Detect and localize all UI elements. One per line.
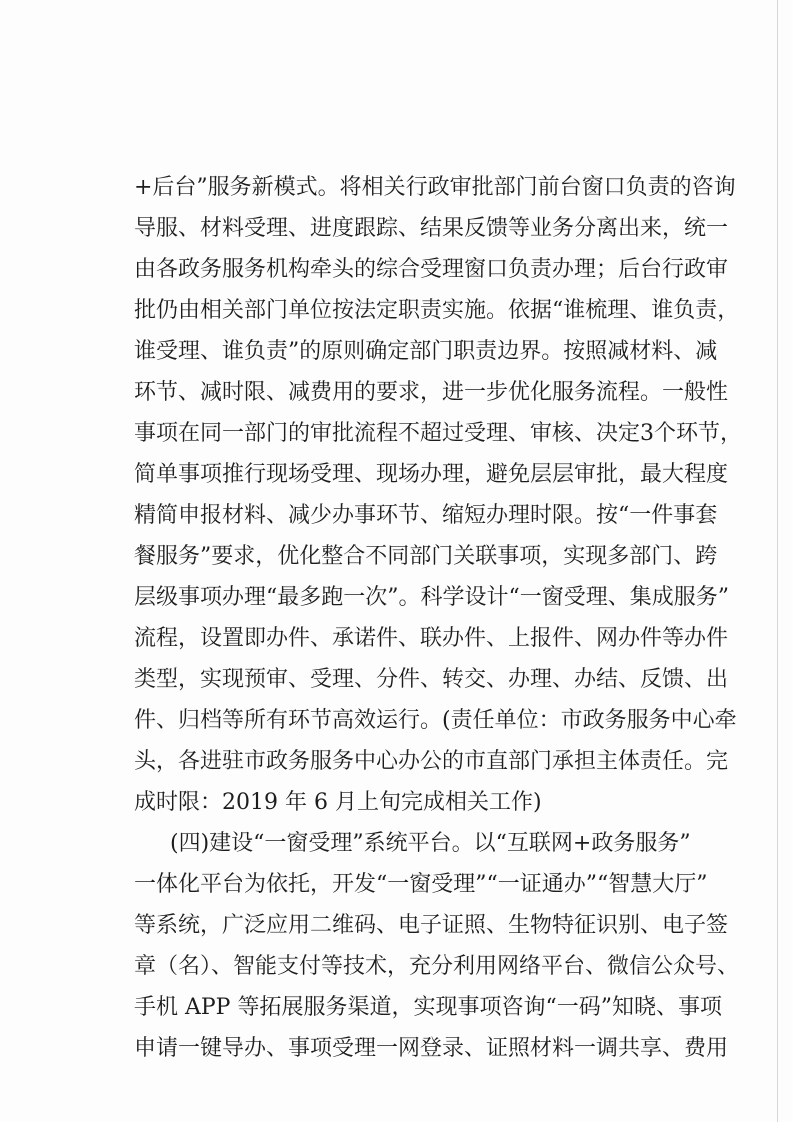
text-line: 流程，设置即办件、承诺件、联办件、上报件、网办件等办件	[134, 626, 729, 651]
text-line: 等系统，广泛应用二维码、电子证照、生物特征识别、电子签	[134, 913, 729, 938]
text-line: 层级事项办理“最多跑一次”。科学设计“一窗受理、集成服务”	[134, 585, 729, 610]
text-line: 精简申报材料、减少办事环节、缩短办理时限。按“一件事套	[134, 503, 718, 528]
text-line: +后台”服务新模式。将相关行政审批部门前台窗口负责的咨询	[134, 175, 736, 200]
paragraph-heading-line: (四)建设“一窗受理”系统平台。以“互联网+政务服务”	[170, 831, 691, 856]
text-line: 餐服务”要求，优化整合不同部门关联事项，实现多部门、跨	[134, 544, 718, 569]
text-line: 事项在同一部门的审批流程不超过受理、审核、决定3个环节，	[134, 421, 742, 446]
text-line: 谁受理、谁负责”的原则确定部门职责边界。按照减材料、减	[134, 339, 718, 364]
text-line: 简单事项推行现场受理、现场办理，避免层层审批，最大程度	[134, 462, 729, 487]
text-line: 手机 APP 等拓展服务渠道，实现事项咨询“一码”知晓、事项	[134, 995, 722, 1020]
text-line: 批仍由相关部门单位按法定职责实施。依据“谁梳理、谁负责，	[134, 298, 740, 323]
text-line: 头，各进驻市政务服务中心办公的市直部门承担主体责任。完	[134, 749, 729, 774]
text-line: 类型，实现预审、受理、分件、转交、办理、办结、反馈、出	[134, 667, 729, 692]
text-line: 成时限：2019 年 6 月上旬完成相关工作)	[134, 790, 542, 815]
text-line: 申请一键导办、事项受理一网登录、证照材料一调共享、费用	[134, 1036, 729, 1061]
text-line: 件、归档等所有环节高效运行。(责任单位：市政务服务中心牵	[134, 708, 737, 733]
text-line: 环节、减时限、减费用的要求，进一步优化服务流程。一般性	[134, 380, 729, 405]
text-line: 章（名）、智能支付等技术，充分利用网络平台、微信公众号、	[134, 954, 740, 979]
text-line: 导服、材料受理、进度跟踪、结果反馈等业务分离出来，统一	[134, 216, 729, 241]
text-line: 一体化平台为依托，开发“一窗受理”“一证通办”“智慧大厅”	[134, 872, 708, 897]
text-line: 由各政务服务机构牵头的综合受理窗口负责办理；后台行政审	[134, 257, 729, 282]
